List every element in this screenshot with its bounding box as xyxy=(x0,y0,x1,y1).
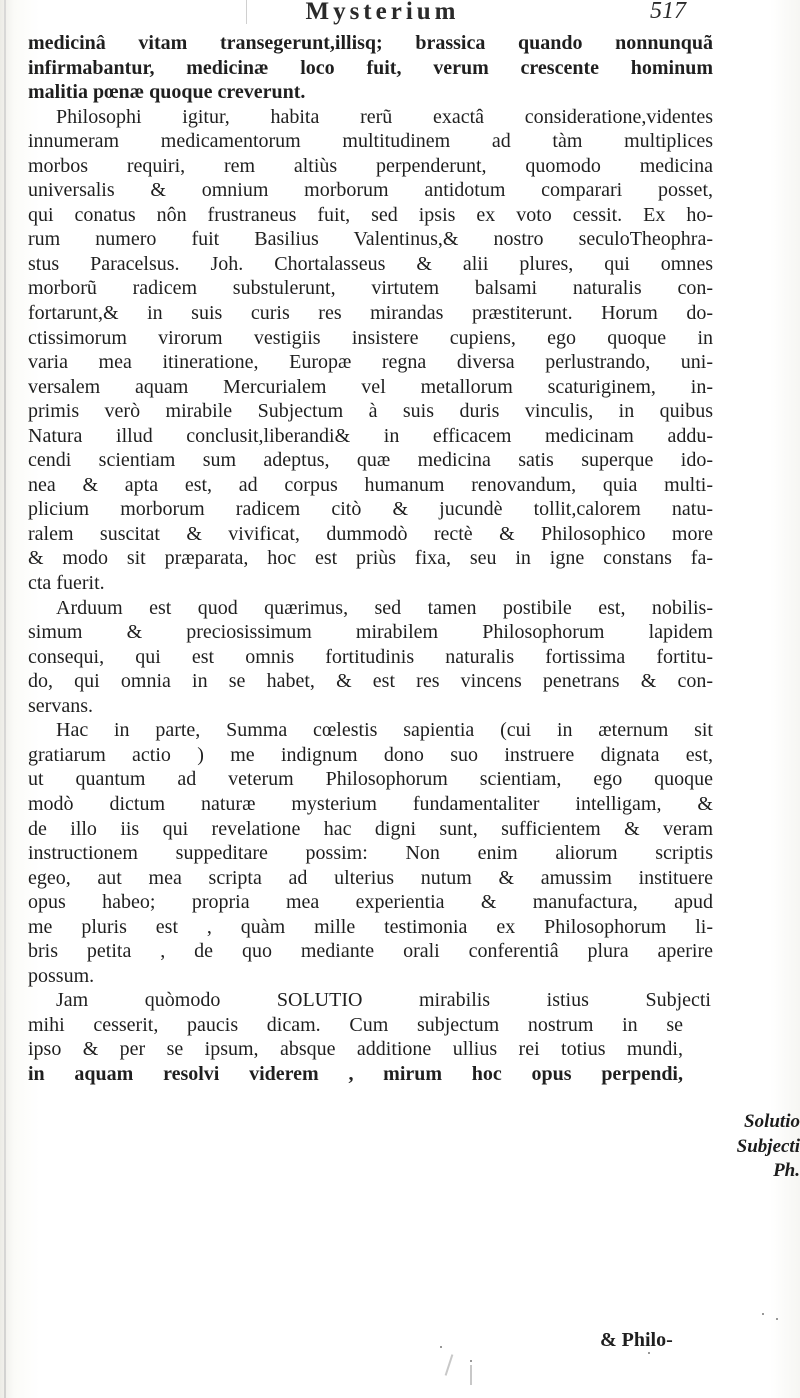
text-line: morborũ radicem substulerunt, virtutem balsami naturalis con- xyxy=(28,277,713,300)
text-line: stus Paracelsus. Joh. Chortalasseus & alii plures, qui omnes xyxy=(28,252,713,275)
text-line: do, qui omnia in se habet, & est res vincens penetrans & con- xyxy=(28,670,713,693)
running-head: Mysterium xyxy=(305,0,460,25)
text-line: innumeram medicamentorum multitudinem ad tàm multiplices xyxy=(28,130,713,153)
text-line: nea & apta est, ad corpus humanum renovandum, quia multi- xyxy=(28,473,713,496)
text-line: rum numero fuit Basilius Valentinus,& nostro seculoTheophra- xyxy=(28,228,713,251)
text-line: cta fuerit. xyxy=(28,572,105,595)
page-number: 517 xyxy=(650,0,686,24)
text-line: malitia pœnæ quoque creverunt. xyxy=(28,81,306,104)
text-line: consequi, qui est omnis fortitudinis naturalis fortissima fortitu- xyxy=(28,645,713,668)
text-line: Arduum est quod quærimus, sed tamen postibile est, nobilis- xyxy=(56,596,713,619)
text-line: cendi scientiam sum adeptus, quæ medicina satis superque ido- xyxy=(28,449,713,472)
paper-mark xyxy=(445,1354,454,1376)
text-line: versalem aquam Mercurialem vel metallorum scaturiginem, in- xyxy=(28,375,713,398)
text-line: gratiarum actio ) me indignum dono suo instruere dignata est, xyxy=(28,743,713,766)
text-line: ralem suscitat & vivificat, dummodò rectè & Philosophico more xyxy=(28,522,713,545)
text-line: ipso & per se ipsum, absque additione ullius rei totius mundi, xyxy=(28,1038,683,1061)
text-line: de illo iis qui revelatione hac digni sunt, sufficientem & veram xyxy=(28,817,713,840)
paper-mark xyxy=(470,1365,472,1385)
text-line: Jam quòmodo SOLUTIO mirabilis istius Subjecti xyxy=(56,989,711,1012)
page-gutter xyxy=(4,0,6,1398)
text-line: modò dictum naturæ mysterium fundamentaliter intelligam, & xyxy=(28,792,713,815)
text-line: morbos requiri, rem altiùs perpenderunt, quomodo medicina xyxy=(28,154,713,177)
text-line: servans. xyxy=(28,694,93,717)
text-line: & modo sit præparata, hoc est priùs fixa, seu in igne constans fa- xyxy=(28,547,713,570)
margin-notes xyxy=(722,1110,800,1184)
catchword: & Philo- xyxy=(600,1329,673,1351)
text-line: qui conatus nôn frustraneus fuit, sed ipsis ex voto cessit. Ex ho- xyxy=(28,203,713,226)
text-line: universalis & omnium morborum antidotum comparari posset, xyxy=(28,179,713,202)
text-line: in aquam resolvi viderem , mirum hoc opus perpendi, xyxy=(28,1062,683,1085)
text-line: Natura illud conclusit,liberandi& in efficacem medicinam addu- xyxy=(28,424,713,447)
text-line: possum. xyxy=(28,964,95,987)
text-line: instructionem suppeditare possim: Non enim aliorum scriptis xyxy=(28,842,713,865)
text-line: opus habeo; propria mea experientia & manufactura, apud xyxy=(28,891,713,914)
text-line: medicinâ vitam transegerunt,illisq; brassica quando nonnunquã xyxy=(28,32,713,54)
text-line: ut quantum ad veterum Philosophorum scientiam, ego quoque xyxy=(28,768,713,791)
text-line: plicium morborum radicem citò & jucundè tollit,calorem natu- xyxy=(28,498,713,521)
text-line: me pluris est , quàm mille testimonia ex Philosophorum li- xyxy=(28,915,713,938)
text-line: Philosophi igitur, habita rerũ exactâ consideratione,videntes xyxy=(56,105,713,128)
body-text xyxy=(28,31,713,1087)
text-line: fortarunt,& in suis curis res mirandas præstiterunt. Horum do- xyxy=(28,302,713,325)
text-line: simum & preciosissimum mirabilem Philosophorum lapidem xyxy=(28,621,713,644)
text-line: mihi cesserit, paucis dicam. Cum subjectum nostrum in se xyxy=(28,1013,683,1036)
margin-note: Ph. xyxy=(773,1160,800,1181)
text-line: bris petita , de quo mediante orali conferentiâ plura aperire xyxy=(28,940,713,963)
text-line: primis verò mirabile Subjectum à suis duris vinculis, in quibus xyxy=(28,400,713,423)
text-line: varia mea itineratione, Europæ regna diversa perlustrando, uni- xyxy=(28,351,713,374)
margin-note: Subjecti xyxy=(736,1135,800,1157)
text-line: egeo, aut mea scripta ad ulterius nutum & amussim instituere xyxy=(28,866,713,889)
text-line: ctissimorum virorum vestigiis insistere cupiens, ego quoque in xyxy=(28,326,713,349)
text-line: Hac in parte, Summa cœlestis sapientia (cui in æternum sit xyxy=(56,719,713,742)
text-line: infirmabantur, medicinæ loco fuit, verum crescente hominum xyxy=(28,56,713,79)
margin-note: Solutio xyxy=(744,1111,800,1132)
